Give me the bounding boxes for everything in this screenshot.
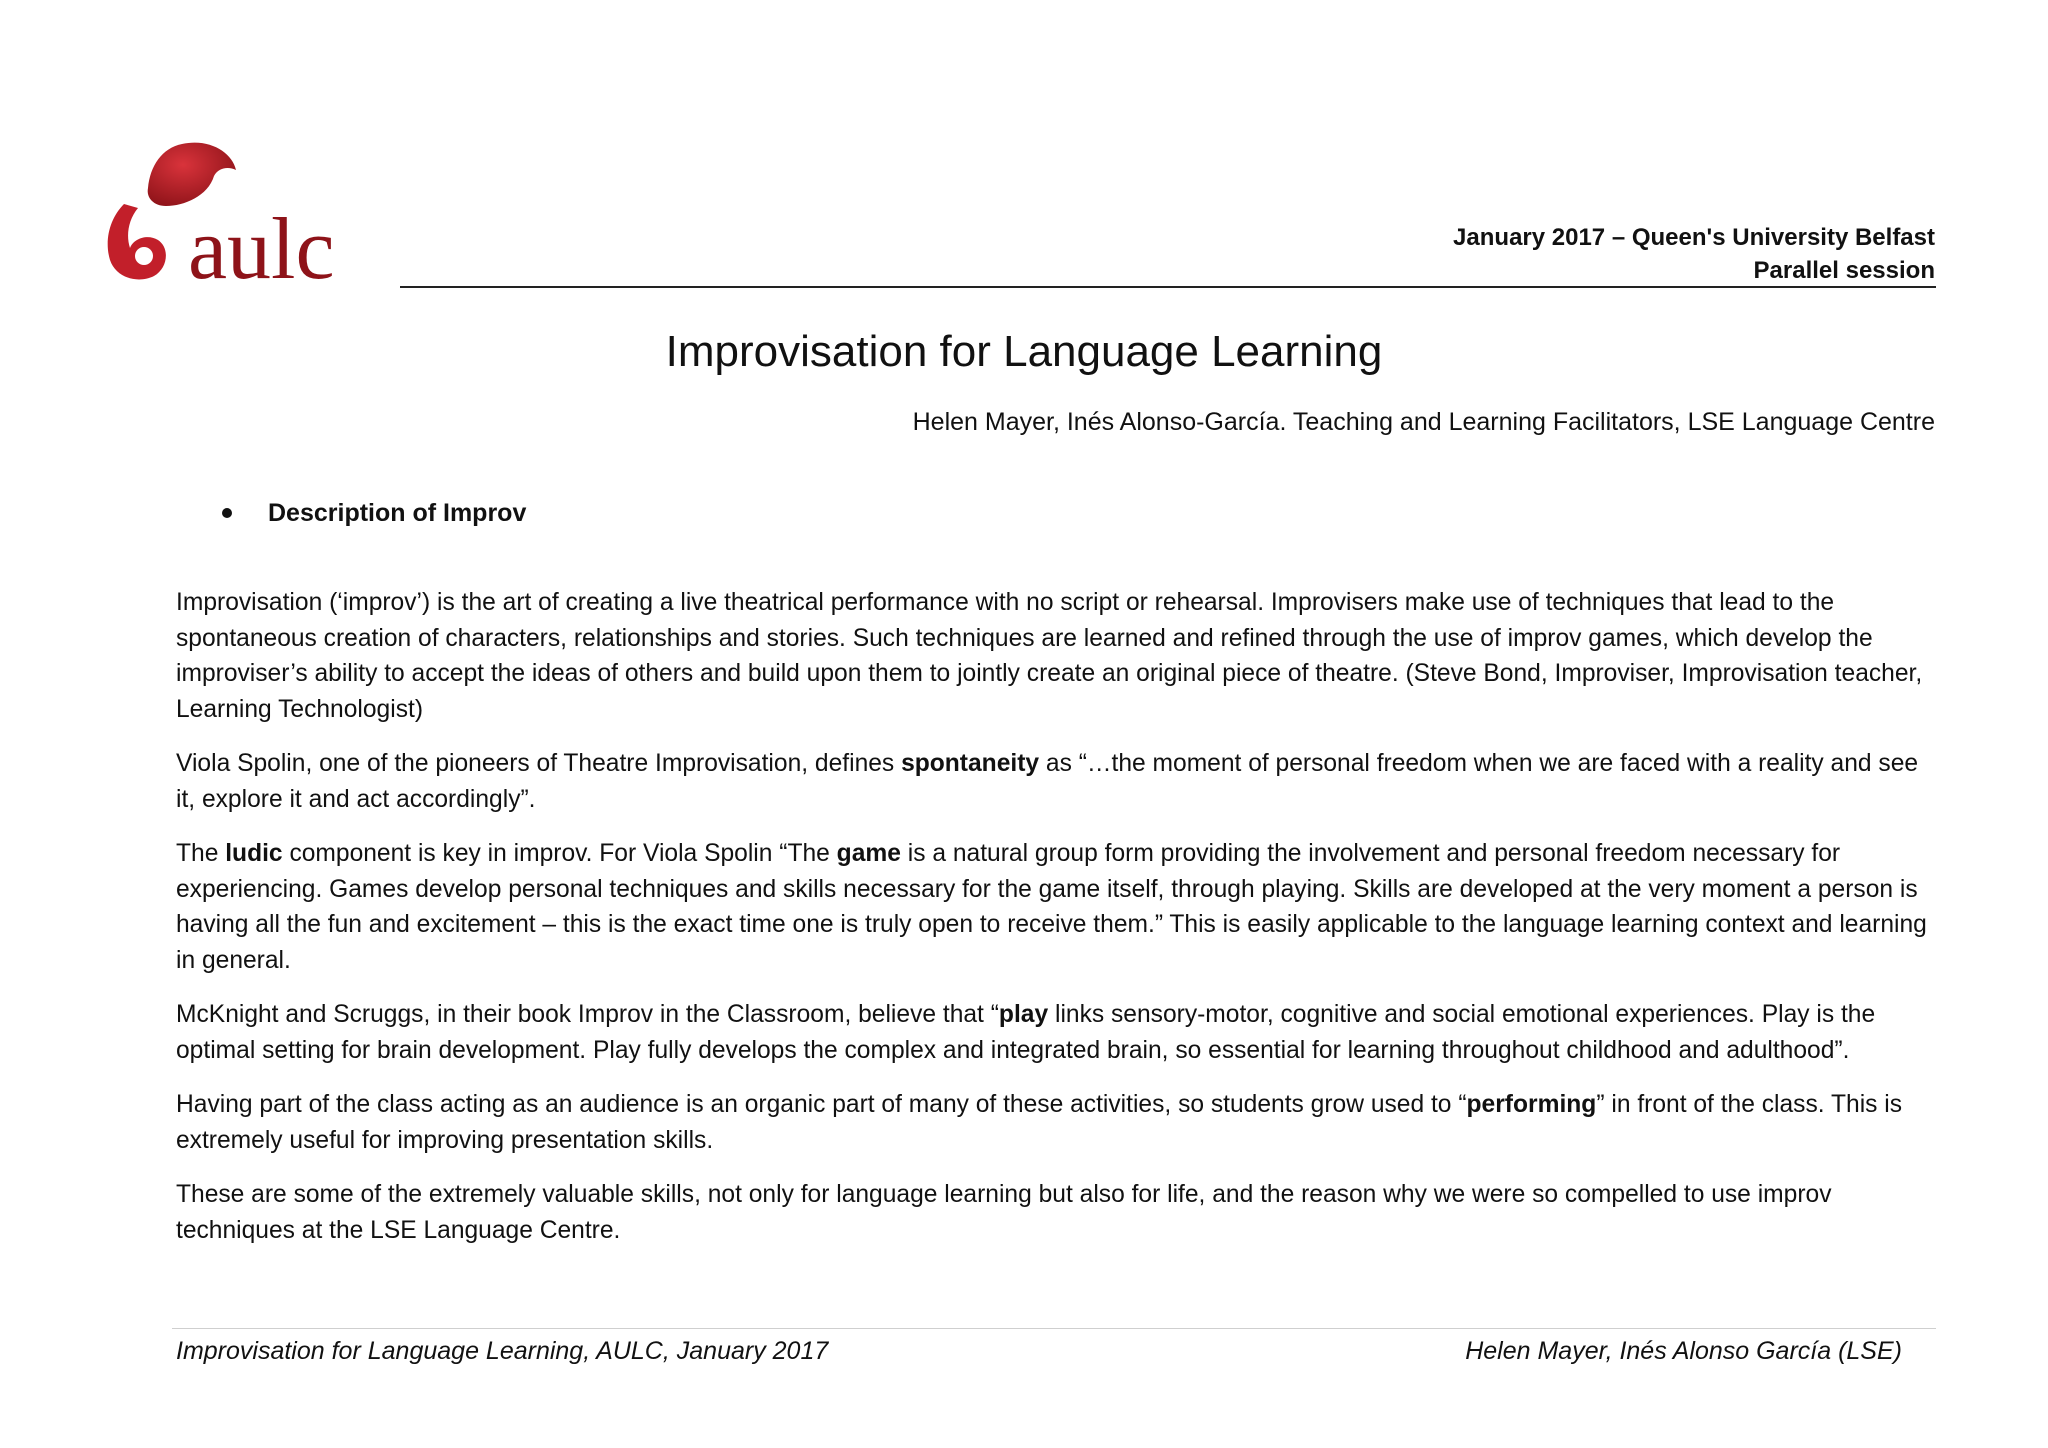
text-run: is a natural group form providing the involvement and personal freedom necessary for experiencing. Games develop personal techniques and skills necessary for the game itself, through playing. Skills are developed at the very moment a person is having all the fun and excitement – this is the exact time one is truly open to receive them.” This is easily applicable to the language learning context and learning in general. [176, 840, 1927, 974]
text-run: component is key in improv. For Viola Spolin “The [282, 840, 837, 867]
text-run: McKnight and Scruggs, in their book Improv in the Classroom, believe that “ [176, 1001, 999, 1028]
text-run: as “…the moment of personal freedom when we are faced with a reality and see it, explore it and act accordingly”. [176, 750, 1919, 813]
text-run: The [176, 840, 226, 867]
footer-authors: Helen Mayer, Inés Alonso García (LSE) [1465, 1337, 1902, 1365]
paragraph-3 [176, 836, 1936, 978]
body-text [176, 585, 1936, 1267]
text-run: links sensory-motor, cognitive and social emotional experiences. Play is the optimal setting for brain development. Play fully develops the complex and integrated brain, so essential for learning throughout childhood and adulthood”. [176, 1001, 1876, 1064]
section-heading [218, 496, 526, 530]
bold-term: play [998, 1001, 1049, 1028]
paragraph-6: These are some of the extremely valuable skills, not only for language learning but also for life, and the reason why we were so compelled to use improv techniques at the LSE Language Centre. [176, 1181, 1832, 1244]
authors-line: Helen Mayer, Inés Alonso-García. Teaching and Learning Facilitators, LSE Language Centre [912, 408, 1935, 436]
event-header [1453, 221, 1935, 287]
aulc-logo [104, 136, 364, 286]
text-run: ” in front of the class. This is extremely useful for improving presentation skills. [176, 1091, 1903, 1154]
text-run: Viola Spolin, one of the pioneers of Theatre Improvisation, defines [176, 750, 902, 777]
bold-term: performing [1466, 1091, 1597, 1118]
paragraph-5 [176, 1087, 1936, 1158]
paragraph-1: Improvisation (‘improv’) is the art of creating a live theatrical performance with no script or rehearsal. Improvisers make use of techniques that lead to the spontaneous creation of characters, relationships and stories. Such techniques are learned and refined through the use of improv games, which develop the improviser’s ability to accept the ideas of others and build upon them to jointly create an original piece of theatre. (Steve Bond, Improviser, Improvisation teacher, Learning Technologist) [176, 589, 1923, 723]
bold-term: spontaneity [901, 750, 1040, 777]
logo-text: aulc [188, 201, 335, 286]
bullet-icon [222, 508, 232, 518]
footer-divider [172, 1328, 1936, 1329]
bold-term: ludic [225, 840, 283, 867]
event-date-venue: January 2017 – Queen's University Belfast [1453, 224, 1935, 251]
text-run: Having part of the class acting as an audience is an organic part of many of these activities, so students grow used to “ [176, 1091, 1467, 1118]
paragraph-4 [176, 997, 1936, 1068]
session-type: Parallel session [1753, 257, 1935, 284]
bold-term: game [836, 840, 901, 867]
document-title: Improvisation for Language Learning [665, 327, 1383, 376]
section-heading-text: Description of Improv [268, 499, 527, 527]
header-divider [400, 286, 1936, 288]
footer-title: Improvisation for Language Learning, AULC, January 2017 [176, 1337, 829, 1365]
paragraph-2 [176, 746, 1936, 817]
